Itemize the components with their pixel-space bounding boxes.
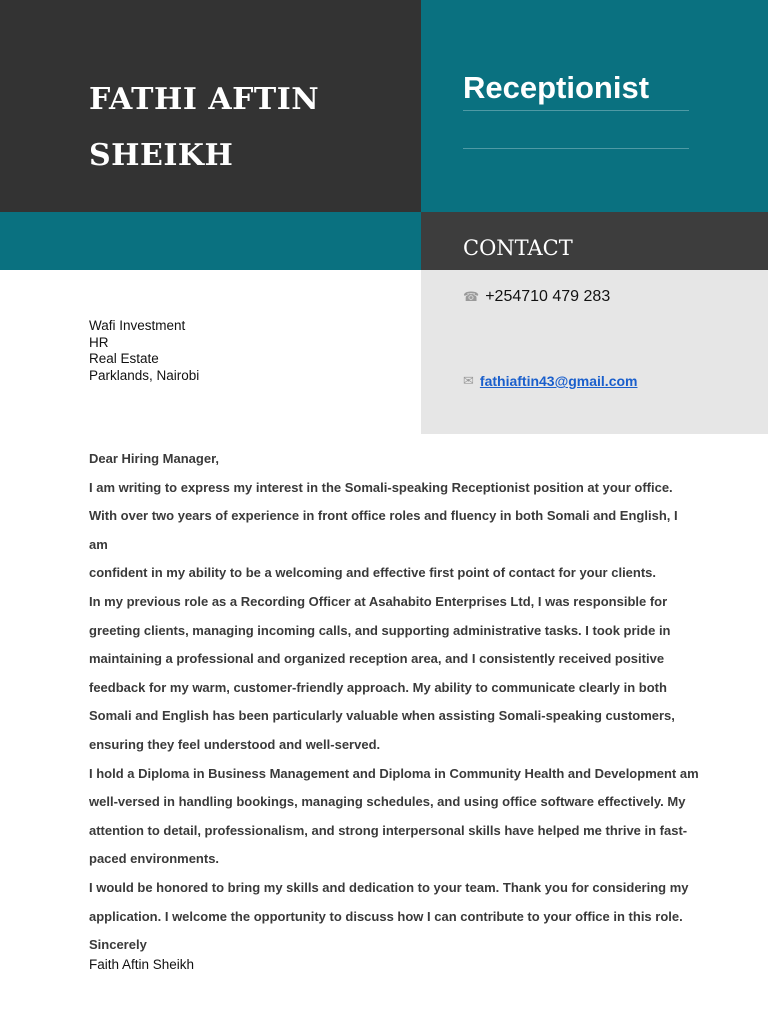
recipient-location: Parklands, Nairobi: [89, 367, 200, 383]
phone-row: [463, 288, 610, 306]
recipient-department: HR: [89, 334, 109, 350]
signature: Faith Aftin Sheikh: [89, 957, 195, 972]
letter-line: greeting clients, managing incoming calls, and supporting administrative tasks. I took pride in: [89, 622, 671, 638]
name-line-2: SHEIKH: [89, 138, 234, 173]
letter-line: I hold a Diploma in Business Management and Diploma in Community Health and Development am: [89, 765, 699, 781]
recipient-address: [89, 318, 199, 384]
letter-line: Sincerely: [89, 937, 147, 953]
recipient-company: Wafi Investment: [89, 318, 186, 333]
job-title: Receptionist: [463, 70, 650, 105]
title-rule-top: [463, 110, 689, 111]
letter-line: I am writing to express my interest in the Somali-speaking Receptionist position at your office.: [89, 479, 673, 495]
envelope-icon: ✉: [463, 373, 474, 388]
letter-body: [89, 445, 699, 960]
letter-line: confident in my ability to be a welcoming and effective first point of contact for your clients.: [89, 565, 657, 581]
letter-line: feedback for my warm, customer-friendly approach. My ability to communicate clearly in both: [89, 679, 667, 695]
letter-line: attention to detail, professionalism, and strong interpersonal skills have helped me thrive in fast-: [89, 822, 688, 838]
letter-line: I would be honored to bring my skills and dedication to your team. Thank you for considering my: [89, 879, 689, 895]
letter-line: ensuring they feel understood and well-served.: [89, 736, 381, 752]
letter-line: Dear Hiring Manager,: [89, 451, 220, 466]
name-line-1: FATHI AFTIN: [89, 82, 320, 117]
letter-line: application. I welcome the opportunity to discuss how I can contribute to your office in this role.: [89, 908, 683, 924]
letter-line: Somali and English has been particularly valuable when assisting Somali-speaking customers,: [89, 708, 675, 724]
title-rule-bottom: [463, 148, 689, 149]
phone-number: +254710 479 283: [485, 288, 611, 305]
accent-strip: [0, 212, 421, 270]
letter-line: well-versed in handling bookings, managing schedules, and using office software effectively. My: [89, 794, 686, 810]
job-title-panel: [421, 0, 768, 212]
letter-line: With over two years of experience in front office roles and fluency in both Somali and English, I am: [89, 508, 678, 552]
contact-heading: CONTACT: [463, 236, 573, 260]
recipient-industry: Real Estate: [89, 351, 159, 366]
letter-line: In my previous role as a Recording Officer at Asahabito Enterprises Ltd, I was responsible for: [89, 593, 668, 609]
applicant-name: [89, 72, 409, 184]
email-row: [463, 373, 637, 389]
letter-line: paced environments.: [89, 851, 220, 867]
email-link[interactable]: fathiaftin43@gmail.com: [479, 373, 638, 389]
phone-icon: ☎: [463, 289, 480, 304]
letter-line: maintaining a professional and organized reception area, and I consistently received positive: [89, 651, 665, 667]
